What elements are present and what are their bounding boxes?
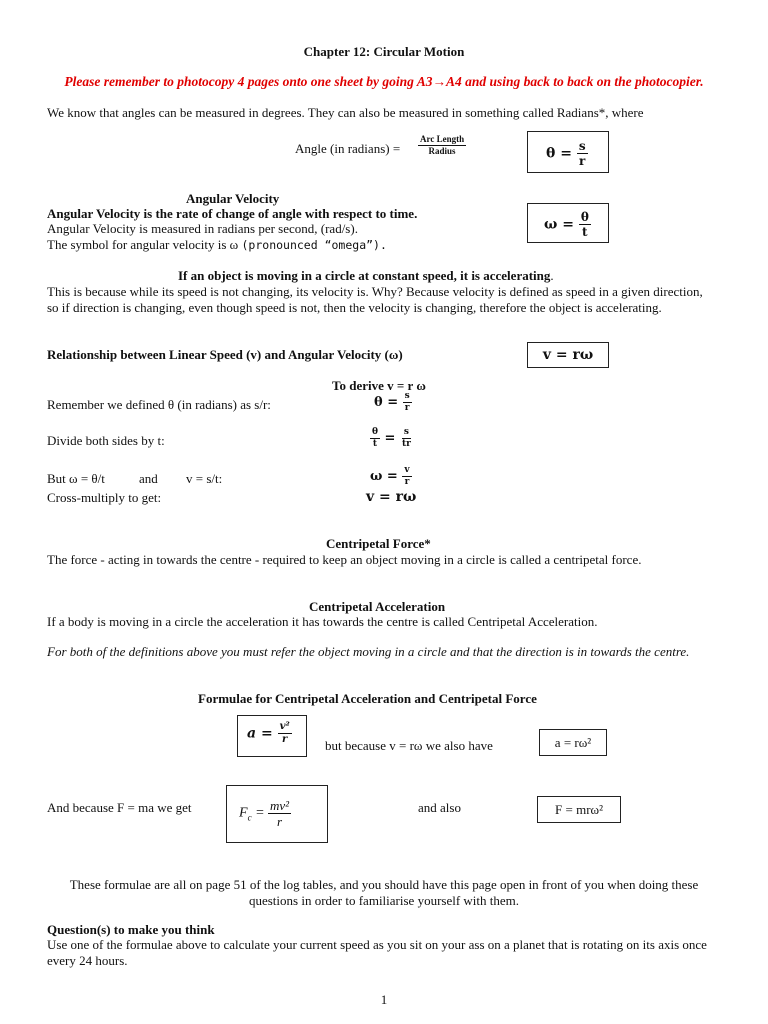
step2-equals: = [384, 431, 396, 446]
step2-right-den: tr [401, 439, 411, 449]
log-tables-note: These formulae are all on page 51 of the log tables, and you should have this page open in front of you when doing these questions in order to familiarise yourself with them. [69, 877, 699, 908]
centripetal-acceleration-body: If a body is moving in a circle the acceleration it has towards the centre is called Centripetal Acceleration. [47, 614, 598, 629]
step2-left-num: θ [372, 427, 379, 437]
question-heading: Question(s) to make you think [47, 922, 215, 937]
a-v2-lhs: a = [247, 725, 273, 742]
intro-text: We know that angles can be measured in degrees. They can also be measured in something called Radians*, where [47, 105, 644, 120]
step3-text-b: and [139, 471, 158, 486]
and-also-text: and also [418, 800, 461, 815]
step1-lhs: θ = [374, 395, 399, 410]
a-r-omega2-box: a = rω² [539, 729, 607, 756]
a-v2-num: v² [279, 721, 290, 732]
and-because-text: And because F = ma we get [47, 800, 192, 815]
definitions-note: For both of the definitions above you must refer the object moving in a circle and that the direction is in towards the centre. [47, 644, 690, 659]
v-r-omega-box: v = rω [527, 342, 609, 368]
step3-text-a: But ω = θ/t [47, 471, 105, 486]
fc-num: mv² [270, 798, 290, 813]
page-title: Chapter 12: Circular Motion [303, 44, 465, 59]
step1-text: Remember we defined θ (in radians) as s/r: [47, 397, 271, 412]
step2-right-num: s [403, 427, 409, 437]
step4-text: Cross-multiply to get: [47, 490, 162, 505]
formulae-heading: Formulae for Centripetal Acceleration and Centripetal Force [198, 691, 537, 706]
page-number: 1 [380, 992, 388, 1007]
step1-num: s [404, 391, 410, 401]
relationship-heading: Relationship between Linear Speed (v) and Angular Velocity (ω) [47, 347, 403, 362]
centripetal-force-formula-box [226, 785, 328, 843]
step3-equation [370, 466, 412, 487]
step3-lhs: ω = [370, 469, 398, 484]
a-v2-den: r [282, 734, 288, 745]
theta-formula-box [527, 131, 609, 173]
angle-fraction [418, 135, 466, 156]
theta-lhs: θ = [546, 145, 572, 162]
a-v2-box [237, 715, 307, 757]
angular-velocity-units: Angular Velocity is measured in radians per second, (rad/s). [47, 221, 358, 236]
theta-num: s [578, 139, 586, 153]
centripetal-acceleration-heading: Centripetal Acceleration [309, 599, 446, 614]
omega-formula-box [527, 203, 609, 243]
step3-text-c: v = s/t: [186, 471, 223, 486]
step3-num: v [404, 465, 410, 475]
accelerating-body: This is because while its speed is not changing, its velocity is. Why? Because velocity is defined as speed in a given direction, so if direction is changing, even though speed is not, then the velocity is changing, therefore the object is accelerating. [47, 284, 703, 315]
angular-velocity-heading: Angular Velocity [186, 191, 280, 206]
fc-sub: c [247, 812, 252, 823]
derive-heading: To derive v = r ω [332, 378, 426, 393]
fc-den: r [277, 814, 283, 829]
step4-equation: v = rω [366, 489, 417, 505]
photocopy-notice: Please remember to photocopy 4 pages onto one sheet by going A3→A4 and using back to back on the photocopier. [64, 74, 704, 89]
angular-velocity-definition: Angular Velocity is the rate of change of angle with respect to time. [47, 206, 418, 221]
step2-left-den: t [372, 439, 378, 449]
angle-fraction-denominator: Radius [428, 146, 456, 156]
step1-den: r [404, 403, 410, 413]
step1-equation [374, 392, 412, 413]
symbol-pronunciation: (pronounced “omega”). [241, 238, 387, 252]
angle-label: Angle (in radians) = [295, 141, 401, 156]
accelerating-heading-period: . [550, 268, 554, 283]
question-body: Use one of the formulae above to calculate your current speed as you sit on your ass on a planet that is rotating on its axis once every 24 hours. [47, 937, 707, 968]
fc-lhs: F [239, 805, 248, 821]
step2-equation [370, 428, 413, 449]
f-mr-omega2-box: F = mrω² [537, 796, 621, 823]
symbol-text: The symbol for angular velocity is ω [47, 237, 242, 252]
omega-den: t [582, 225, 588, 239]
fc-equals: = [255, 805, 265, 821]
centripetal-force-heading: Centripetal Force* [326, 536, 431, 551]
angle-fraction-numerator: Arc Length [420, 134, 465, 144]
omega-lhs: ω = [544, 216, 574, 233]
accelerating-heading-line [178, 268, 554, 284]
step2-text: Divide both sides by t: [47, 433, 165, 448]
but-because-text: but because v = rω we also have [325, 738, 493, 753]
step3-den: r [404, 477, 410, 487]
omega-num: θ [580, 210, 589, 224]
accelerating-heading: If an object is moving in a circle at constant speed, it is accelerating [178, 268, 551, 283]
angular-velocity-symbol [47, 237, 387, 253]
theta-den: r [579, 154, 586, 168]
centripetal-force-body: The force - acting in towards the centre - required to keep an object moving in a circle is called a centripetal force. [47, 552, 642, 567]
